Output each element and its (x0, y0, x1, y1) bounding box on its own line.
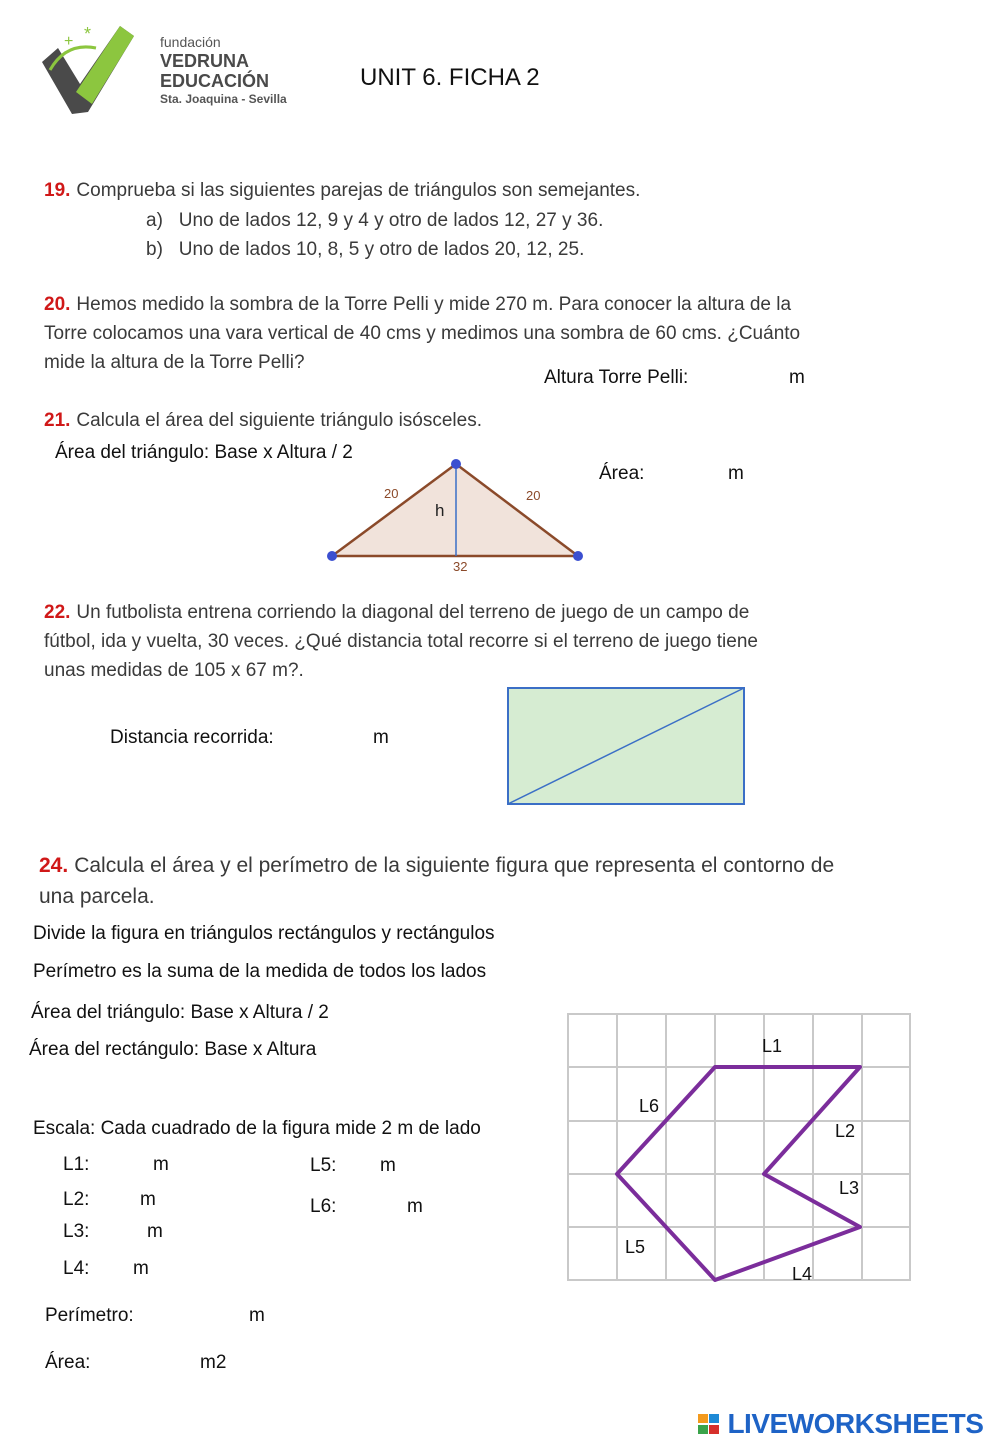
answer-label-altura: Altura Torre Pelli: (544, 367, 689, 388)
hint-perimeter: Perímetro es la suma de la medida de todos los lados (33, 961, 487, 982)
answer-field-altura[interactable] (714, 364, 784, 392)
question-number: 21. (44, 410, 71, 431)
side-right-label: 20 (526, 488, 541, 503)
footer-brand-text: LIVEWORKSHEETS (727, 1408, 984, 1439)
scale-note: Escala: Cada cuadrado de la figura mide 2 m de lado (33, 1118, 481, 1139)
question-22 (44, 598, 758, 685)
side-label-l3: L3: (63, 1221, 90, 1242)
answer-field-l4[interactable] (97, 1255, 127, 1281)
answer-field-l1[interactable] (100, 1151, 148, 1177)
logo-line-4: Sta. Joaquina - Sevilla (160, 92, 287, 106)
answer-field-l2[interactable] (97, 1186, 135, 1212)
area-unit: m2 (200, 1352, 227, 1373)
question-20 (44, 290, 800, 377)
question-text-line-3: mide la altura de la Torre Pelli? (44, 352, 305, 373)
height-label: h (435, 501, 445, 520)
answer-label-area-21: Área: (599, 463, 645, 484)
formula-rectangle-area: Área del rectángulo: Base x Altura (29, 1039, 317, 1060)
side-label-l1: L1: (63, 1154, 90, 1175)
question-text-line-1: Un futbolista entrena corriendo la diagonal del terreno de juego de un campo de (76, 602, 750, 623)
question-text-line-2: una parcela. (39, 885, 155, 908)
logo-line-3: EDUCACIÓN (160, 71, 270, 91)
liveworksheets-icon (698, 1412, 720, 1436)
page-title: UNIT 6. FICHA 2 (360, 64, 540, 91)
answer-unit-area-21: m (728, 463, 744, 484)
side-left-label: 20 (384, 486, 399, 501)
question-text-line-2: Torre colocamos una vara vertical de 40 cms y medimos una sombra de 60 cms. ¿Cuánto (44, 323, 801, 344)
question-21 (44, 406, 482, 435)
grid-label-l2: L2 (835, 1121, 856, 1141)
grid-label-l4: L4 (792, 1264, 813, 1284)
answer-field-area-21[interactable] (660, 460, 722, 488)
formula-triangle-area: Área del triángulo: Base x Altura / 2 (55, 442, 353, 463)
logo-mark-icon (36, 22, 136, 122)
answer-field-distancia[interactable] (298, 724, 366, 752)
logo-text (160, 34, 287, 108)
svg-text:*: * (84, 24, 92, 44)
grid-label-l6: L6 (639, 1096, 660, 1116)
question-number: 24. (39, 854, 69, 877)
perimeter-unit: m (249, 1305, 265, 1326)
answer-unit-distancia: m (373, 727, 389, 748)
answer-field-area[interactable] (103, 1349, 193, 1375)
side-label-l6: L6: (310, 1196, 337, 1217)
formula-triangle-area-24: Área del triángulo: Base x Altura / 2 (31, 1002, 329, 1023)
parcel-grid-figure (566, 1012, 914, 1284)
grid-label-l1: L1 (762, 1036, 783, 1056)
question-text: Calcula el área del siguiente triángulo isósceles. (76, 410, 482, 431)
side-unit-l5: m (380, 1155, 396, 1176)
football-field-figure (506, 686, 748, 808)
question-19 (44, 176, 640, 205)
grid-label-l3: L3 (839, 1178, 860, 1198)
grid-lines (568, 1014, 910, 1280)
question-text-line-2: fútbol, ida y vuelta, 30 veces. ¿Qué distancia total recorre si el terreno de juego tiene (44, 631, 758, 652)
side-unit-l1: m (153, 1154, 169, 1175)
area-label: Área: (45, 1352, 91, 1373)
question-19-b: b) Uno de lados 10, 8, 5 y otro de lados 20, 12, 25. (146, 239, 585, 260)
question-24 (39, 850, 834, 912)
footer-brand (698, 1408, 983, 1440)
answer-field-l6[interactable] (346, 1193, 400, 1219)
grid-label-l5: L5 (625, 1237, 646, 1257)
side-label-l5: L5: (310, 1155, 337, 1176)
perimeter-label: Perímetro: (45, 1305, 134, 1326)
question-text-line-3: unas medidas de 105 x 67 m?. (44, 660, 304, 681)
question-number: 19. (44, 180, 71, 201)
hint-divide-figure: Divide la figura en triángulos rectángulos y rectángulos (33, 923, 495, 944)
answer-field-perimeter[interactable] (150, 1302, 242, 1328)
question-text-line-1: Calcula el área y el perímetro de la siguiente figura que representa el contorno de (74, 854, 835, 877)
side-unit-l4: m (133, 1258, 149, 1279)
question-text-line-1: Hemos medido la sombra de la Torre Pelli y mide 270 m. Para conocer la altura de la (76, 294, 792, 315)
answer-field-l5[interactable] (345, 1152, 377, 1178)
question-19-a: a) Uno de lados 12, 9 y 4 y otro de lados 12, 27 y 36. (146, 210, 604, 231)
question-number: 20. (44, 294, 71, 315)
side-label-l2: L2: (63, 1189, 90, 1210)
logo-line-1: fundación (160, 34, 221, 50)
side-unit-l3: m (147, 1221, 163, 1242)
question-number: 22. (44, 602, 71, 623)
isosceles-triangle-figure (320, 455, 590, 575)
triangle-fill (332, 464, 578, 556)
answer-label-distancia: Distancia recorrida: (110, 727, 274, 748)
side-label-l4: L4: (63, 1258, 90, 1279)
question-text: Comprueba si las siguientes parejas de triángulos son semejantes. (76, 180, 641, 201)
answer-unit-altura: m (789, 367, 805, 388)
logo (36, 22, 136, 122)
side-unit-l6: m (407, 1196, 423, 1217)
svg-text:+: + (64, 33, 74, 50)
base-label: 32 (453, 559, 468, 574)
logo-line-2: VEDRUNA (160, 51, 250, 71)
answer-field-l3[interactable] (97, 1218, 141, 1244)
side-unit-l2: m (140, 1189, 156, 1210)
